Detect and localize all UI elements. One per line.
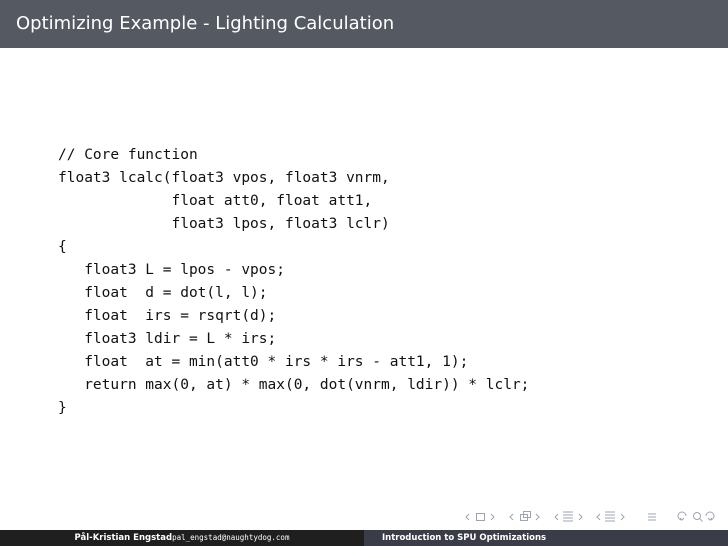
presentation-short-title: Introduction to SPU Optimizations: [382, 533, 547, 543]
author-name: Pål-Kristian Engstad: [74, 533, 173, 543]
footer-title-box: [364, 530, 728, 546]
nav-back-icon[interactable]: [678, 512, 686, 520]
code-line: float at = min(att0 * irs * irs - att1, 1);: [58, 354, 469, 370]
code-line: }: [58, 400, 67, 416]
nav-forward-icon[interactable]: [706, 512, 714, 520]
code-line: float3 L = lpos - vpos;: [58, 262, 285, 278]
code-line: float3 lpos, float3 lclr): [58, 216, 390, 232]
footer: [0, 530, 728, 546]
code-line: float3 lcalc(float3 vpos, float3 vnrm,: [58, 170, 390, 186]
code-line: {: [58, 239, 67, 255]
code-block: [58, 144, 529, 420]
nav-section-next-icon[interactable]: [579, 514, 582, 520]
nav-subsection-icon[interactable]: [521, 512, 531, 521]
code-line: float att0, float att1,: [58, 193, 373, 209]
nav-part-prev-icon[interactable]: [597, 514, 600, 520]
nav-part-icon[interactable]: [605, 512, 615, 521]
nav-frame-prev-icon[interactable]: [466, 514, 469, 520]
nav-subsection-next-icon[interactable]: [536, 514, 539, 520]
nav-section-icon[interactable]: [563, 512, 573, 521]
nav-subsection-prev-icon[interactable]: [510, 514, 513, 520]
nav-search-icon[interactable]: [694, 513, 703, 522]
author-email: pal_engstad@naughtydog.com: [172, 533, 290, 542]
footer-author-box: [0, 530, 364, 546]
nav-frame-icon[interactable]: [477, 514, 485, 521]
nav-document-icon[interactable]: [648, 514, 656, 520]
code-line: // Core function: [58, 147, 198, 163]
code-line: float d = dot(l, l);: [58, 285, 268, 301]
title-bar: [0, 0, 728, 48]
slide-title: Optimizing Example - Lighting Calculation: [16, 13, 395, 34]
code-line: float3 ldir = L * irs;: [58, 331, 277, 347]
nav-section-prev-icon[interactable]: [555, 514, 558, 520]
code-line: return max(0, at) * max(0, dot(vnrm, ldir)) * lclr;: [58, 377, 530, 393]
navigation-controls: [458, 508, 722, 524]
code-line: float irs = rsqrt(d);: [58, 308, 277, 324]
nav-frame-next-icon[interactable]: [491, 514, 494, 520]
nav-part-next-icon[interactable]: [621, 514, 624, 520]
